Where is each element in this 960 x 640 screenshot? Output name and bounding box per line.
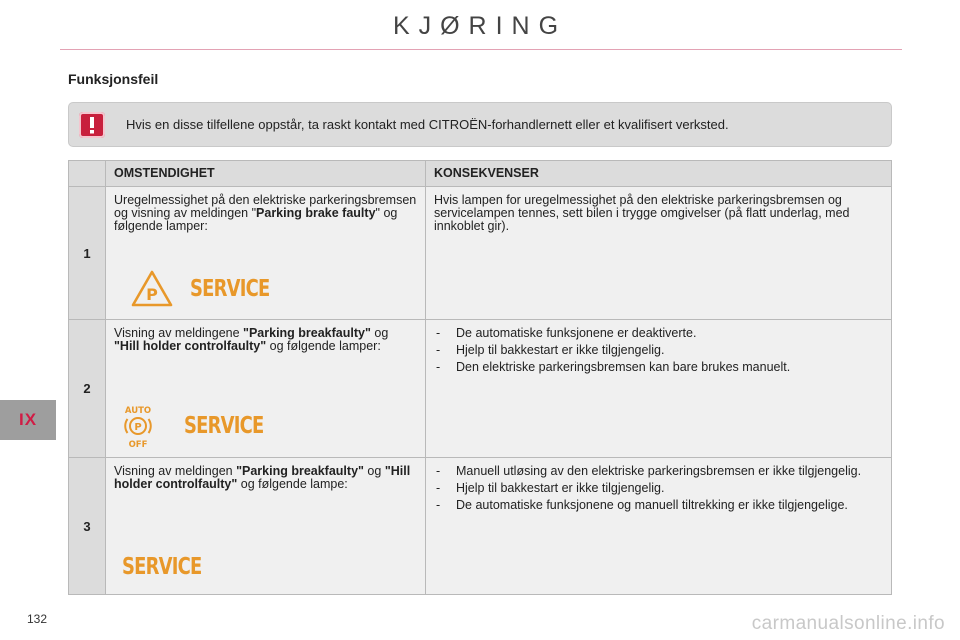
warning-box <box>68 102 892 147</box>
row-number: 2 <box>69 320 106 458</box>
auto-parking-brake-off-icon <box>120 405 156 452</box>
list-item: - Hjelp til bakkestart er ikke tilgjengelig. <box>434 344 883 357</box>
circumstance-cell <box>106 187 426 320</box>
page-number: 132 <box>27 612 48 626</box>
consequence-cell <box>426 320 892 458</box>
chapter-tab-label: IX <box>18 410 38 429</box>
warning-text: Hvis en disse tilfellene oppstår, ta raskt kontakt med CITROËN-forhandlernett eller et kvalifisert verksted. <box>126 117 729 132</box>
warning-icon <box>79 112 105 138</box>
chapter-tab <box>0 400 56 440</box>
service-lamp-icon: SERVICE <box>184 413 264 439</box>
malfunction-table <box>68 160 892 595</box>
svg-text:P: P <box>134 422 142 433</box>
circumstance-cell <box>106 458 426 595</box>
circumstance-cell <box>106 320 426 458</box>
table-header-row <box>69 161 892 187</box>
header-number-cell <box>69 161 106 187</box>
circumstance-text: Visning av meldingen "Parking breakfaulty" og "Hill holder controlfaulty" og følgende lampe: <box>114 464 411 491</box>
header-divider <box>60 49 902 50</box>
consequence-cell <box>426 458 892 595</box>
watermark: carmanualsonline.info <box>751 613 945 634</box>
circumstance-text: Visning av meldingene "Parking breakfaulty" og "Hill holder controlfaulty" og følgende lamper: <box>114 326 389 353</box>
consequence-list <box>434 465 883 512</box>
list-item: - Den elektriske parkeringsbremsen kan bare brukes manuelt. <box>434 361 883 374</box>
header-consequence: KONSEKVENSER <box>426 161 892 187</box>
parking-brake-fault-icon <box>130 269 174 312</box>
table-row <box>69 187 892 320</box>
header-circumstance: OMSTENDIGHET <box>106 161 426 187</box>
page-title: KJØRING <box>392 12 568 40</box>
consequence-cell <box>426 187 892 320</box>
table-row <box>69 320 892 458</box>
list-item: - De automatiske funksjonene og manuell tiltrekking er ikke tilgjengelige. <box>434 499 883 512</box>
svg-text:P: P <box>146 285 158 304</box>
consequence-text: Hvis lampen for uregelmessighet på den elektriske parkeringsbremsen og servicelampen tennes, sett bilen i trygge omgivelser (på flatt underlag, med innkoblet gir). <box>434 193 850 233</box>
svg-text:OFF: OFF <box>128 440 148 449</box>
list-item: - Manuell utløsing av den elektriske parkeringsbremsen er ikke tilgjengelig. <box>434 465 883 478</box>
list-item: - De automatiske funksjonene er deaktiverte. <box>434 327 883 340</box>
section-title: Funksjonsfeil <box>68 71 159 87</box>
circumstance-text: Uregelmessighet på den elektriske parkeringsbremsen og visning av meldingen "Parking brake faulty" og følgende lamper: <box>114 193 417 233</box>
row-number: 3 <box>69 458 106 595</box>
svg-text:AUTO: AUTO <box>124 406 152 416</box>
consequence-list <box>434 327 883 374</box>
list-item: - Hjelp til bakkestart er ikke tilgjengelig. <box>434 482 883 495</box>
row-number: 1 <box>69 187 106 320</box>
service-lamp-icon: SERVICE <box>122 554 202 580</box>
service-lamp-icon: SERVICE <box>190 276 270 302</box>
table-row <box>69 458 892 595</box>
